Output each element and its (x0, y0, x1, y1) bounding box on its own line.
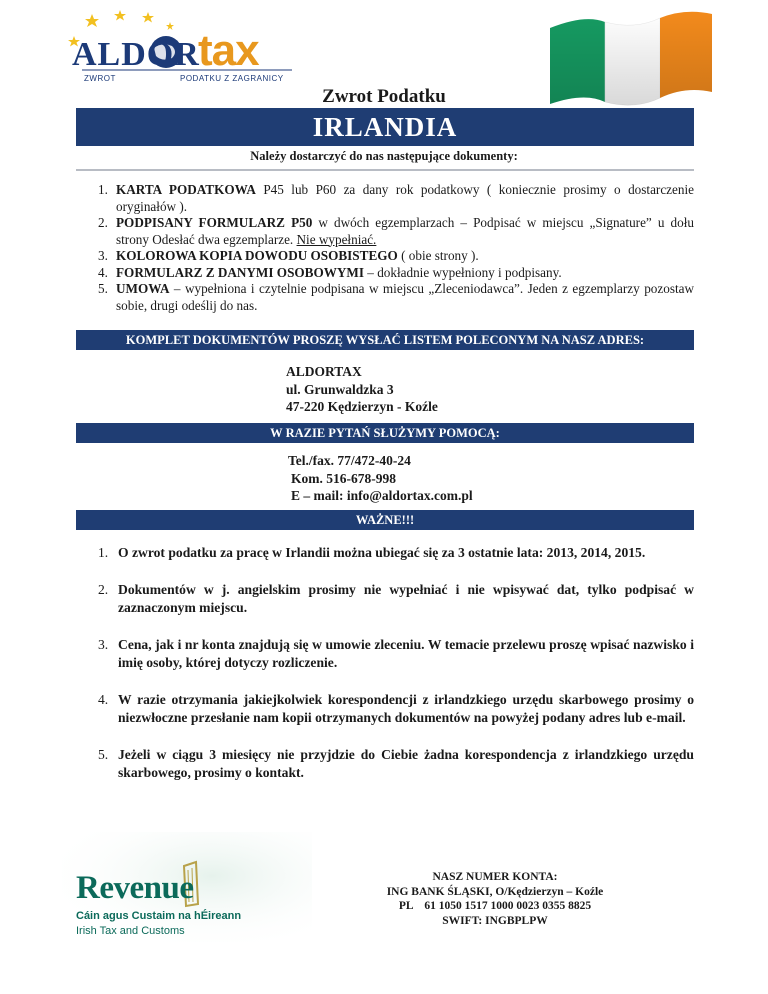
help-band: W RAZIE PYTAŃ SŁUŻYMY POMOCĄ: (76, 423, 694, 443)
logo-subtitle-right: PODATKU Z ZAGRANICY (180, 74, 284, 83)
item-text: P45 lub P60 za dany rok podatkowy ( koniecznie prosimy o dostarczenie oryginałów ). (116, 182, 694, 214)
logo-subtitle-left: ZWROT (84, 74, 116, 83)
bank-heading: NASZ NUMER KONTA: (432, 871, 558, 883)
list-number: 1. (98, 182, 108, 197)
item-text: O zwrot podatku za pracę w Irlandii można ubiegać się za 3 ostatnie lata: 2013, 2014, 2015. (118, 545, 646, 560)
list-number: 3. (98, 637, 109, 652)
bank-account-number: PL 61 1050 1517 1000 0023 0355 8825 (398, 900, 592, 912)
item-text: – dokładnie wypełniony i podpisany. (364, 264, 562, 280)
list-item (76, 581, 694, 617)
list-item (76, 746, 694, 782)
item-text: W razie otrzymania jakiejkolwiek korespondencji z irlandzkiego urzędu skarbowego prosimy o niezwłoczne przesłanie nam kopii otrzymanych dokumentów na powyżej podany adres lub e-mail. (118, 692, 694, 725)
contact-email[interactable]: E – mail: info@aldortax.com.pl (291, 488, 473, 503)
aldortax-logo (62, 8, 312, 90)
contact-info (288, 452, 473, 505)
list-number: 4. (98, 692, 109, 707)
bank-swift: SWIFT: INGBPLPW (442, 914, 548, 927)
logo-tax: tax (198, 26, 259, 75)
contact-mobile: Kom. 516-678-998 (291, 470, 396, 486)
item-title: UMOWA (116, 281, 170, 296)
list-number: 2. (98, 582, 109, 597)
address-line: 47-220 Kędzierzyn - Koźle (286, 399, 438, 414)
list-item (76, 182, 694, 215)
bank-account-info (330, 870, 660, 928)
list-number: 1. (98, 545, 109, 560)
item-text: Jeżeli w ciągu 3 miesięcy nie przyjdzie do Ciebie żadna korespondencja z irlandzkiego urzędu skarbowego, prosimy o kontakt. (118, 747, 694, 780)
divider (76, 169, 694, 171)
important-list (76, 544, 694, 801)
item-text: ( obie strony ). (397, 248, 479, 263)
documents-list (76, 182, 694, 314)
revenue-word: Revenue (76, 870, 194, 906)
bank-name: ING BANK ŚLĄSKI, O/Kędzierzyn – Koźle (386, 885, 604, 898)
important-band: WAŻNE!!! (76, 510, 694, 530)
contact-phone: Tel./fax. 77/472-40-24 (288, 453, 411, 468)
list-number: 5. (98, 281, 108, 296)
list-number: 3. (98, 248, 108, 263)
item-underlined-text: Nie wypełniać. (296, 231, 377, 247)
list-item (76, 691, 694, 727)
send-band: KOMPLET DOKUMENTÓW PROSZĘ WYSŁAĆ LISTEM POLECONYM NA NASZ ADRES: (76, 330, 694, 350)
revenue-logo (62, 832, 312, 942)
documents-intro: Należy dostarczyć do nas następujące dokumenty: (250, 149, 518, 163)
list-number: 5. (98, 747, 109, 762)
revenue-english-name: Irish Tax and Customs (76, 925, 185, 937)
list-item (76, 265, 694, 282)
revenue-irish-name: Cáin agus Custaim na hÉireann (76, 910, 242, 922)
item-text: Dokumentów w j. angielskim prosimy nie wypełniać i nie wpisywać dat, tylko podpisać w zaznaczonym miejscu. (118, 582, 694, 615)
list-item (76, 636, 694, 672)
logo-word: ALDOR (72, 36, 200, 73)
list-number: 2. (98, 215, 108, 230)
item-text: Cena, jak i nr konta znajdują się w umowie zleceniu. W temacie przelewu proszę wpisać nazwisko i imię osoby, której dotyczy rozliczenie. (118, 637, 694, 670)
list-item (76, 544, 694, 562)
page-title: IRLANDIA (76, 108, 694, 146)
address-line: ALDORTAX (286, 364, 362, 379)
item-title: FORMULARZ Z DANYMI OSOBOWYMI (116, 264, 364, 280)
item-text: w dwóch egzemplarzach – Podpisać w miejscu „Signature” u dołu strony Odesłać dwa egzemplarze. (116, 215, 694, 247)
item-title: KOLOROWA KOPIA DOWODU OSOBISTEGO (116, 248, 398, 263)
list-item (76, 281, 694, 314)
item-text: – wypełniona i czytelnie podpisana w miejscu „Zleceniodawca”. Jeden z egzemplarzy pozostaw sobie, drugi odeślij do nas. (116, 281, 694, 313)
address-line: ul. Grunwaldzka 3 (286, 381, 394, 397)
list-number: 4. (98, 264, 108, 280)
item-title: KARTA PODATKOWA (116, 182, 256, 197)
list-item (76, 248, 694, 265)
page-subtitle: Zwrot Podatku (322, 86, 446, 107)
postal-address (286, 363, 438, 416)
item-title: PODPISANY FORMULARZ P50 (116, 215, 313, 230)
list-item (76, 215, 694, 248)
